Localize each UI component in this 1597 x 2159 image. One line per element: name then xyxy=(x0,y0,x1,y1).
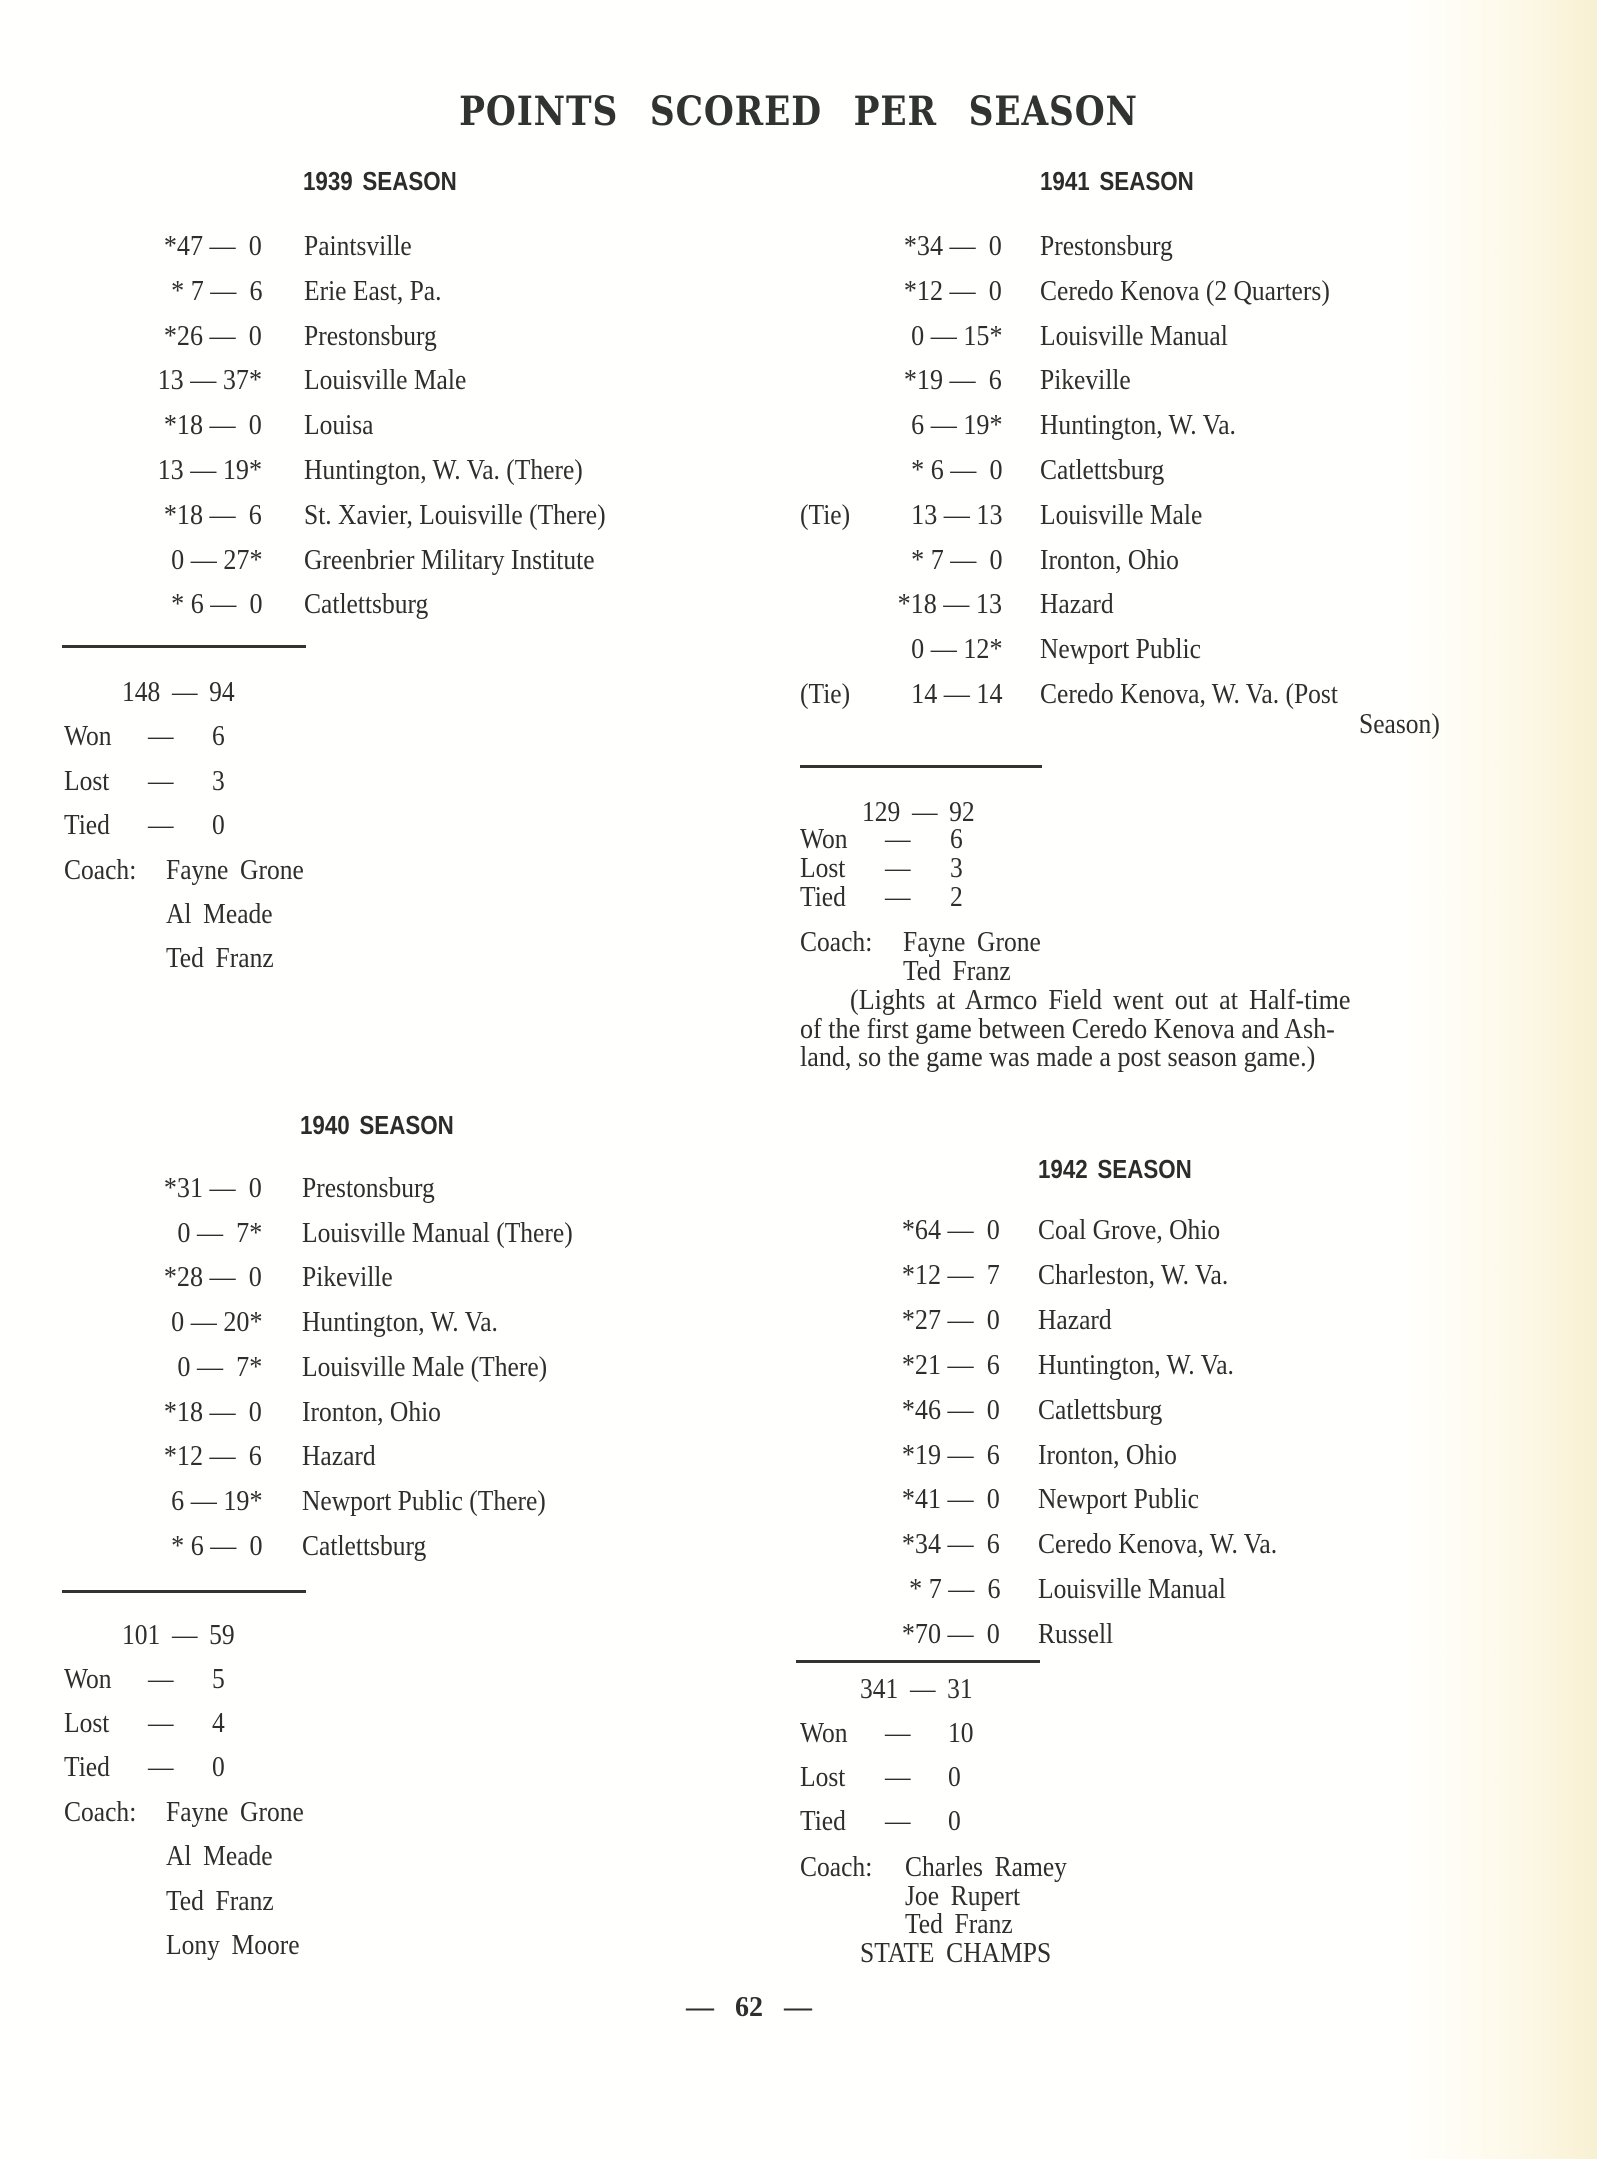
opponent-name: Huntington, W. Va. (There) xyxy=(304,454,583,486)
game-score: * 6 — 0 xyxy=(170,1529,262,1562)
coach-name: Charles Ramey xyxy=(905,1851,1067,1883)
opponent-name: Newport Public (There) xyxy=(302,1484,546,1517)
opponent-name: Charleston, W. Va. xyxy=(1038,1258,1229,1291)
record-label: Tied xyxy=(64,1751,110,1784)
game-score: 6 — 19* xyxy=(170,1484,262,1517)
game-score: 0 — 20* xyxy=(170,1306,262,1339)
totals-rule xyxy=(62,1590,306,1593)
opponent-name: Erie East, Pa. xyxy=(304,274,442,307)
game-score: 14 — 14 xyxy=(910,678,1002,710)
record-label: Lost xyxy=(800,1761,846,1793)
opponent-name: Prestonsburg xyxy=(1040,230,1173,262)
season-note-line: of the first game between Ceredo Kenova and Ash- xyxy=(800,1012,1335,1045)
opponent-name: Paintsville xyxy=(304,230,412,262)
coach-label: Coach: xyxy=(64,1796,137,1828)
opponent-name: Ceredo Kenova, W. Va. xyxy=(1038,1528,1278,1561)
game-score: *18 — 6 xyxy=(164,498,262,531)
record-value: 4 xyxy=(212,1707,225,1740)
game-score: 13 — 19* xyxy=(157,454,262,486)
coach-name: Joe Rupert xyxy=(905,1879,1021,1912)
game-score: 0 — 27* xyxy=(170,543,262,576)
game-score: *46 — 0 xyxy=(902,1393,1000,1426)
game-score: 0 — 7* xyxy=(177,1216,262,1249)
opponent-name: Ceredo Kenova (2 Quarters) xyxy=(1040,274,1330,307)
record-value: 6 xyxy=(212,720,225,752)
record-label: Tied xyxy=(800,1805,846,1837)
coach-label: Coach: xyxy=(64,854,137,886)
game-score: *19 — 6 xyxy=(904,364,1002,397)
game-score: 13 — 13 xyxy=(910,498,1002,531)
coach-name: Al Meade xyxy=(166,898,273,930)
opponent-name: Prestonsburg xyxy=(302,1172,435,1204)
opponent-name: Louisville Manual xyxy=(1040,319,1228,352)
opponent-name: Huntington, W. Va. xyxy=(1040,409,1236,442)
season-heading: 1939 SEASON xyxy=(303,166,457,196)
record-label: Won xyxy=(64,720,112,752)
game-score: *34 — 0 xyxy=(904,230,1002,262)
record-dash: — xyxy=(885,1805,911,1837)
season-totals: 148 — 94 xyxy=(122,676,235,708)
opponent-name: Catlettsburg xyxy=(304,588,429,621)
totals-rule xyxy=(796,1660,1040,1663)
record-label: Won xyxy=(64,1663,112,1695)
coach-name: Ted Franz xyxy=(166,942,274,974)
game-score: *19 — 6 xyxy=(902,1438,1000,1471)
coach-name: Fayne Grone xyxy=(166,1796,304,1828)
game-score: 0 — 12* xyxy=(910,633,1002,666)
record-dash: — xyxy=(148,720,174,752)
record-dash: — xyxy=(148,809,174,841)
record-dash: — xyxy=(148,1663,174,1695)
record-value: 6 xyxy=(950,823,963,855)
season-totals: 101 — 59 xyxy=(122,1619,235,1651)
page-title: POINTS SCORED PER SEASON xyxy=(459,88,1138,135)
record-value: 0 xyxy=(212,809,225,841)
record-label: Tied xyxy=(64,809,110,841)
record-label: Won xyxy=(800,823,848,855)
game-score: *18 — 13 xyxy=(897,588,1002,621)
opponent-name: Ironton, Ohio xyxy=(302,1395,441,1428)
season-totals: 341 — 31 xyxy=(860,1673,973,1705)
record-dash: — xyxy=(885,823,911,855)
record-value: 3 xyxy=(950,852,963,884)
opponent-name: Louisville Manual xyxy=(1038,1573,1226,1606)
game-score: *28 — 0 xyxy=(164,1261,262,1294)
game-score: 0 — 7* xyxy=(177,1350,262,1383)
tie-label: (Tie) xyxy=(800,678,851,710)
game-score: *47 — 0 xyxy=(164,230,262,262)
opponent-name-continued: Season) xyxy=(1359,708,1440,740)
opponent-name: Catlettsburg xyxy=(1038,1393,1163,1426)
opponent-name: Louisville Male (There) xyxy=(302,1350,548,1383)
record-value: 3 xyxy=(212,764,225,797)
game-score: *21 — 6 xyxy=(902,1348,1000,1381)
opponent-name: Louisville Male xyxy=(304,364,467,397)
game-score: *12 — 7 xyxy=(902,1258,1000,1291)
record-label: Lost xyxy=(64,764,110,797)
opponent-name: Newport Public xyxy=(1040,633,1201,666)
record-dash: — xyxy=(148,1707,174,1740)
game-score: 13 — 37* xyxy=(157,364,262,397)
opponent-name: Ceredo Kenova, W. Va. (Post xyxy=(1040,678,1338,710)
game-score: *18 — 0 xyxy=(164,1395,262,1428)
game-score: *12 — 6 xyxy=(164,1440,262,1473)
tie-label: (Tie) xyxy=(800,498,851,531)
opponent-name: Ironton, Ohio xyxy=(1040,543,1179,576)
game-score: *70 — 0 xyxy=(902,1618,1000,1651)
season-heading: 1941 SEASON xyxy=(1040,166,1194,196)
coach-label: Coach: xyxy=(800,926,873,958)
game-score: *41 — 0 xyxy=(902,1483,1000,1516)
game-score: *18 — 0 xyxy=(164,409,262,442)
game-score: * 6 — 0 xyxy=(170,588,262,621)
coach-name: Ted Franz xyxy=(905,1908,1013,1940)
game-score: *34 — 6 xyxy=(902,1528,1000,1561)
coach-name: Ted Franz xyxy=(903,955,1011,987)
coach-name: Lony Moore xyxy=(166,1929,300,1962)
record-value: 2 xyxy=(950,881,963,913)
record-dash: — xyxy=(885,1717,911,1749)
game-score: *27 — 0 xyxy=(902,1303,1000,1336)
record-label: Won xyxy=(800,1717,848,1749)
opponent-name: Pikeville xyxy=(302,1261,393,1294)
record-value: 5 xyxy=(212,1663,225,1695)
season-heading: 1942 SEASON xyxy=(1038,1154,1192,1184)
opponent-name: Louisa xyxy=(304,409,374,442)
game-score: * 7 — 0 xyxy=(910,543,1002,576)
opponent-name: Newport Public xyxy=(1038,1483,1199,1516)
record-value: 0 xyxy=(212,1751,225,1784)
totals-rule xyxy=(62,645,306,648)
page-number: — 62 — xyxy=(686,1992,812,2023)
season-note-line: land, so the game was made a post season game.) xyxy=(800,1041,1316,1073)
opponent-name: Russell xyxy=(1038,1618,1114,1651)
record-value: 0 xyxy=(948,1761,961,1793)
season-note-line: (Lights at Armco Field went out at Half-time xyxy=(850,984,1351,1016)
record-label: Tied xyxy=(800,881,846,913)
opponent-name: Greenbrier Military Institute xyxy=(304,543,595,576)
coach-name: Fayne Grone xyxy=(166,854,304,886)
opponent-name: Catlettsburg xyxy=(302,1529,427,1562)
game-score: 6 — 19* xyxy=(910,409,1002,442)
opponent-name: Hazard xyxy=(1038,1303,1112,1336)
game-score: * 7 — 6 xyxy=(908,1573,1000,1606)
opponent-name: Hazard xyxy=(1040,588,1114,621)
record-value: 0 xyxy=(948,1805,961,1837)
opponent-name: Louisville Manual (There) xyxy=(302,1216,573,1249)
opponent-name: Hazard xyxy=(302,1440,376,1473)
coach-name: Fayne Grone xyxy=(903,926,1041,958)
opponent-name: Prestonsburg xyxy=(304,319,437,352)
record-dash: — xyxy=(885,881,911,913)
record-dash: — xyxy=(148,1751,174,1784)
game-score: *64 — 0 xyxy=(902,1214,1000,1246)
game-score: *26 — 0 xyxy=(164,319,262,352)
opponent-name: St. Xavier, Louisville (There) xyxy=(304,498,606,531)
season-totals: 129 — 92 xyxy=(862,796,975,828)
opponent-name: Ironton, Ohio xyxy=(1038,1438,1177,1471)
record-label: Lost xyxy=(64,1707,110,1740)
honor-label: STATE CHAMPS xyxy=(860,1936,1052,1969)
game-score: * 7 — 6 xyxy=(170,274,262,307)
opponent-name: Catlettsburg xyxy=(1040,454,1165,486)
opponent-name: Huntington, W. Va. xyxy=(1038,1348,1234,1381)
record-dash: — xyxy=(885,1761,911,1793)
coach-label: Coach: xyxy=(800,1851,873,1883)
record-label: Lost xyxy=(800,852,846,884)
season-heading: 1940 SEASON xyxy=(300,1110,454,1140)
record-dash: — xyxy=(885,852,911,884)
coach-name: Al Meade xyxy=(166,1840,273,1873)
game-score: * 6 — 0 xyxy=(910,454,1002,486)
coach-name: Ted Franz xyxy=(166,1884,274,1917)
opponent-name: Huntington, W. Va. xyxy=(302,1306,498,1339)
opponent-name: Coal Grove, Ohio xyxy=(1038,1214,1221,1246)
game-score: 0 — 15* xyxy=(910,319,1002,352)
record-value: 10 xyxy=(948,1717,974,1749)
record-dash: — xyxy=(148,764,174,797)
game-score: *12 — 0 xyxy=(904,274,1002,307)
opponent-name: Louisville Male xyxy=(1040,498,1203,531)
totals-rule xyxy=(800,765,1042,768)
game-score: *31 — 0 xyxy=(164,1172,262,1204)
opponent-name: Pikeville xyxy=(1040,364,1131,397)
